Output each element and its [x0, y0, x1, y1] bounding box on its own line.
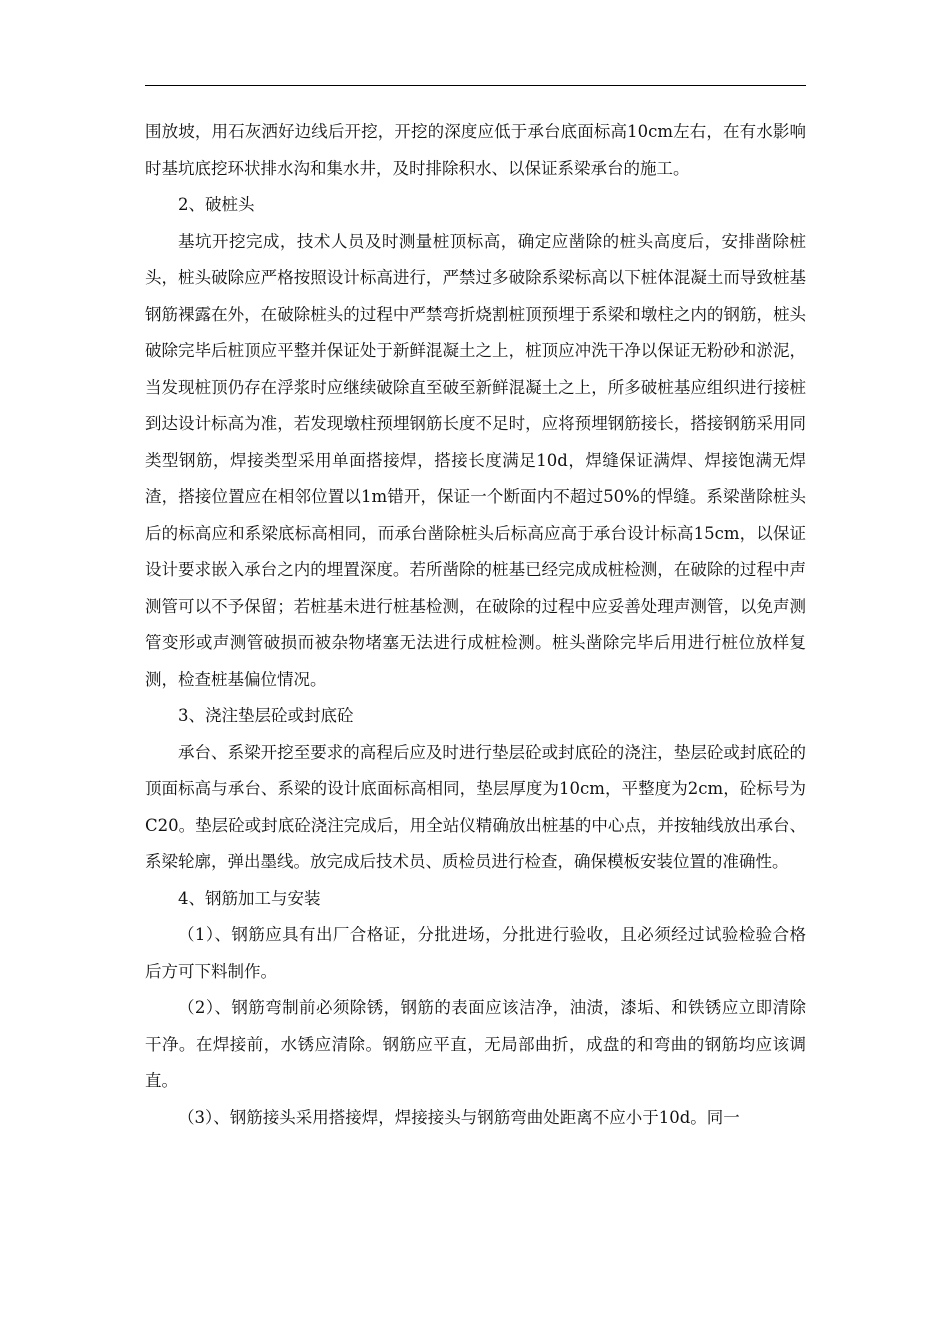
- paragraph-rebar-item-1: （1）、钢筋应具有出厂合格证，分批进场，分批进行验收，且必须经过试验检验合格后方可下料制作。: [145, 925, 806, 981]
- section-heading-break-pile-head: 2、破桩头: [178, 195, 255, 214]
- section-heading-cushion-concrete: 3、浇注垫层砼或封底砼: [178, 706, 354, 725]
- paragraph-rebar-item-2: （2）、钢筋弯制前必须除锈，钢筋的表面应该洁净，油渍，漆垢、和铁锈应立即清除干净。在焊接前，水锈应清除。钢筋应平直，无局部曲折，成盘的和弯曲的钢筋均应该调直。: [145, 998, 806, 1090]
- section-heading-rebar: 4、钢筋加工与安装: [178, 888, 321, 908]
- paragraph-rebar-item-3: （3）、钢筋接头采用搭接焊，焊接接头与钢筋弯曲处距离不应小于10d。同一: [178, 1107, 740, 1127]
- header-rule: [145, 85, 806, 86]
- document-body: [145, 114, 806, 1136]
- paragraph-continuation: 围放坡，用石灰洒好边线后开挖，开挖的深度应低于承台底面标高10cm左右，在有水影响时基坑底挖环状排水沟和集水井，及时排除积水、以保证系梁承台的施工。: [145, 122, 806, 178]
- paragraph-pile-head-removal: 基坑开挖完成，技术人员及时测量桩顶标高，确定应凿除的桩头高度后，安排凿除桩头，桩头破除应严格按照设计标高进行，严禁过多破除系梁标高以下桩体混凝土而导致桩基钢筋裸露在外，在破除桩头的过程中严禁弯折烧割桩顶预埋于系梁和墩柱之内的钢筋，桩头破除完毕后桩顶应平整并保证处于新鲜混凝土之上，桩顶应冲洗干净以保证无粉砂和淤泥，当发现桩顶仍存在浮浆时应继续破除直至破至新鲜混凝土之上，所多破桩基应组织进行接桩到达设计标高为准，若发现墩柱预埋钢筋长度不足时，应将预埋钢筋接长，搭接钢筋采用同类型钢筋，焊接类型采用单面搭接焊，搭接长度满足10d，焊缝保证满焊、焊接饱满无焊渣，搭接位置应在相邻位置以1m错开，保证一个断面内不超过50%的悍缝。系梁凿除桩头后的标高应和系梁底标高相同，而承台凿除桩头后标高应高于承台设计标高15cm，以保证设计要求嵌入承台之内的埋置深度。若所凿除的桩基已经完成成桩检测，在破除的过程中声测管可以不予保留；若桩基未进行桩基检测，在破除的过程中应妥善处理声测管，以免声测管变形或声测管破损而被杂物堵塞无法进行成桩检测。桩头凿除完毕后用进行桩位放样复测，检查桩基偏位情况。: [145, 231, 806, 689]
- paragraph-cushion-concrete: 承台、系梁开挖至要求的高程后应及时进行垫层砼或封底砼的浇注，垫层砼或封底砼的顶面标高与承台、系梁的设计底面标高相同，垫层厚度为10cm，平整度为2cm，砼标号为C20。垫层砼或封底砼浇注完成后，用全站仪精确放出桩基的中心点，并按轴线放出承台、系梁轮廓，弹出墨线。放完成后技术员、质检员进行检查，确保模板安装位置的准确性。: [145, 742, 806, 871]
